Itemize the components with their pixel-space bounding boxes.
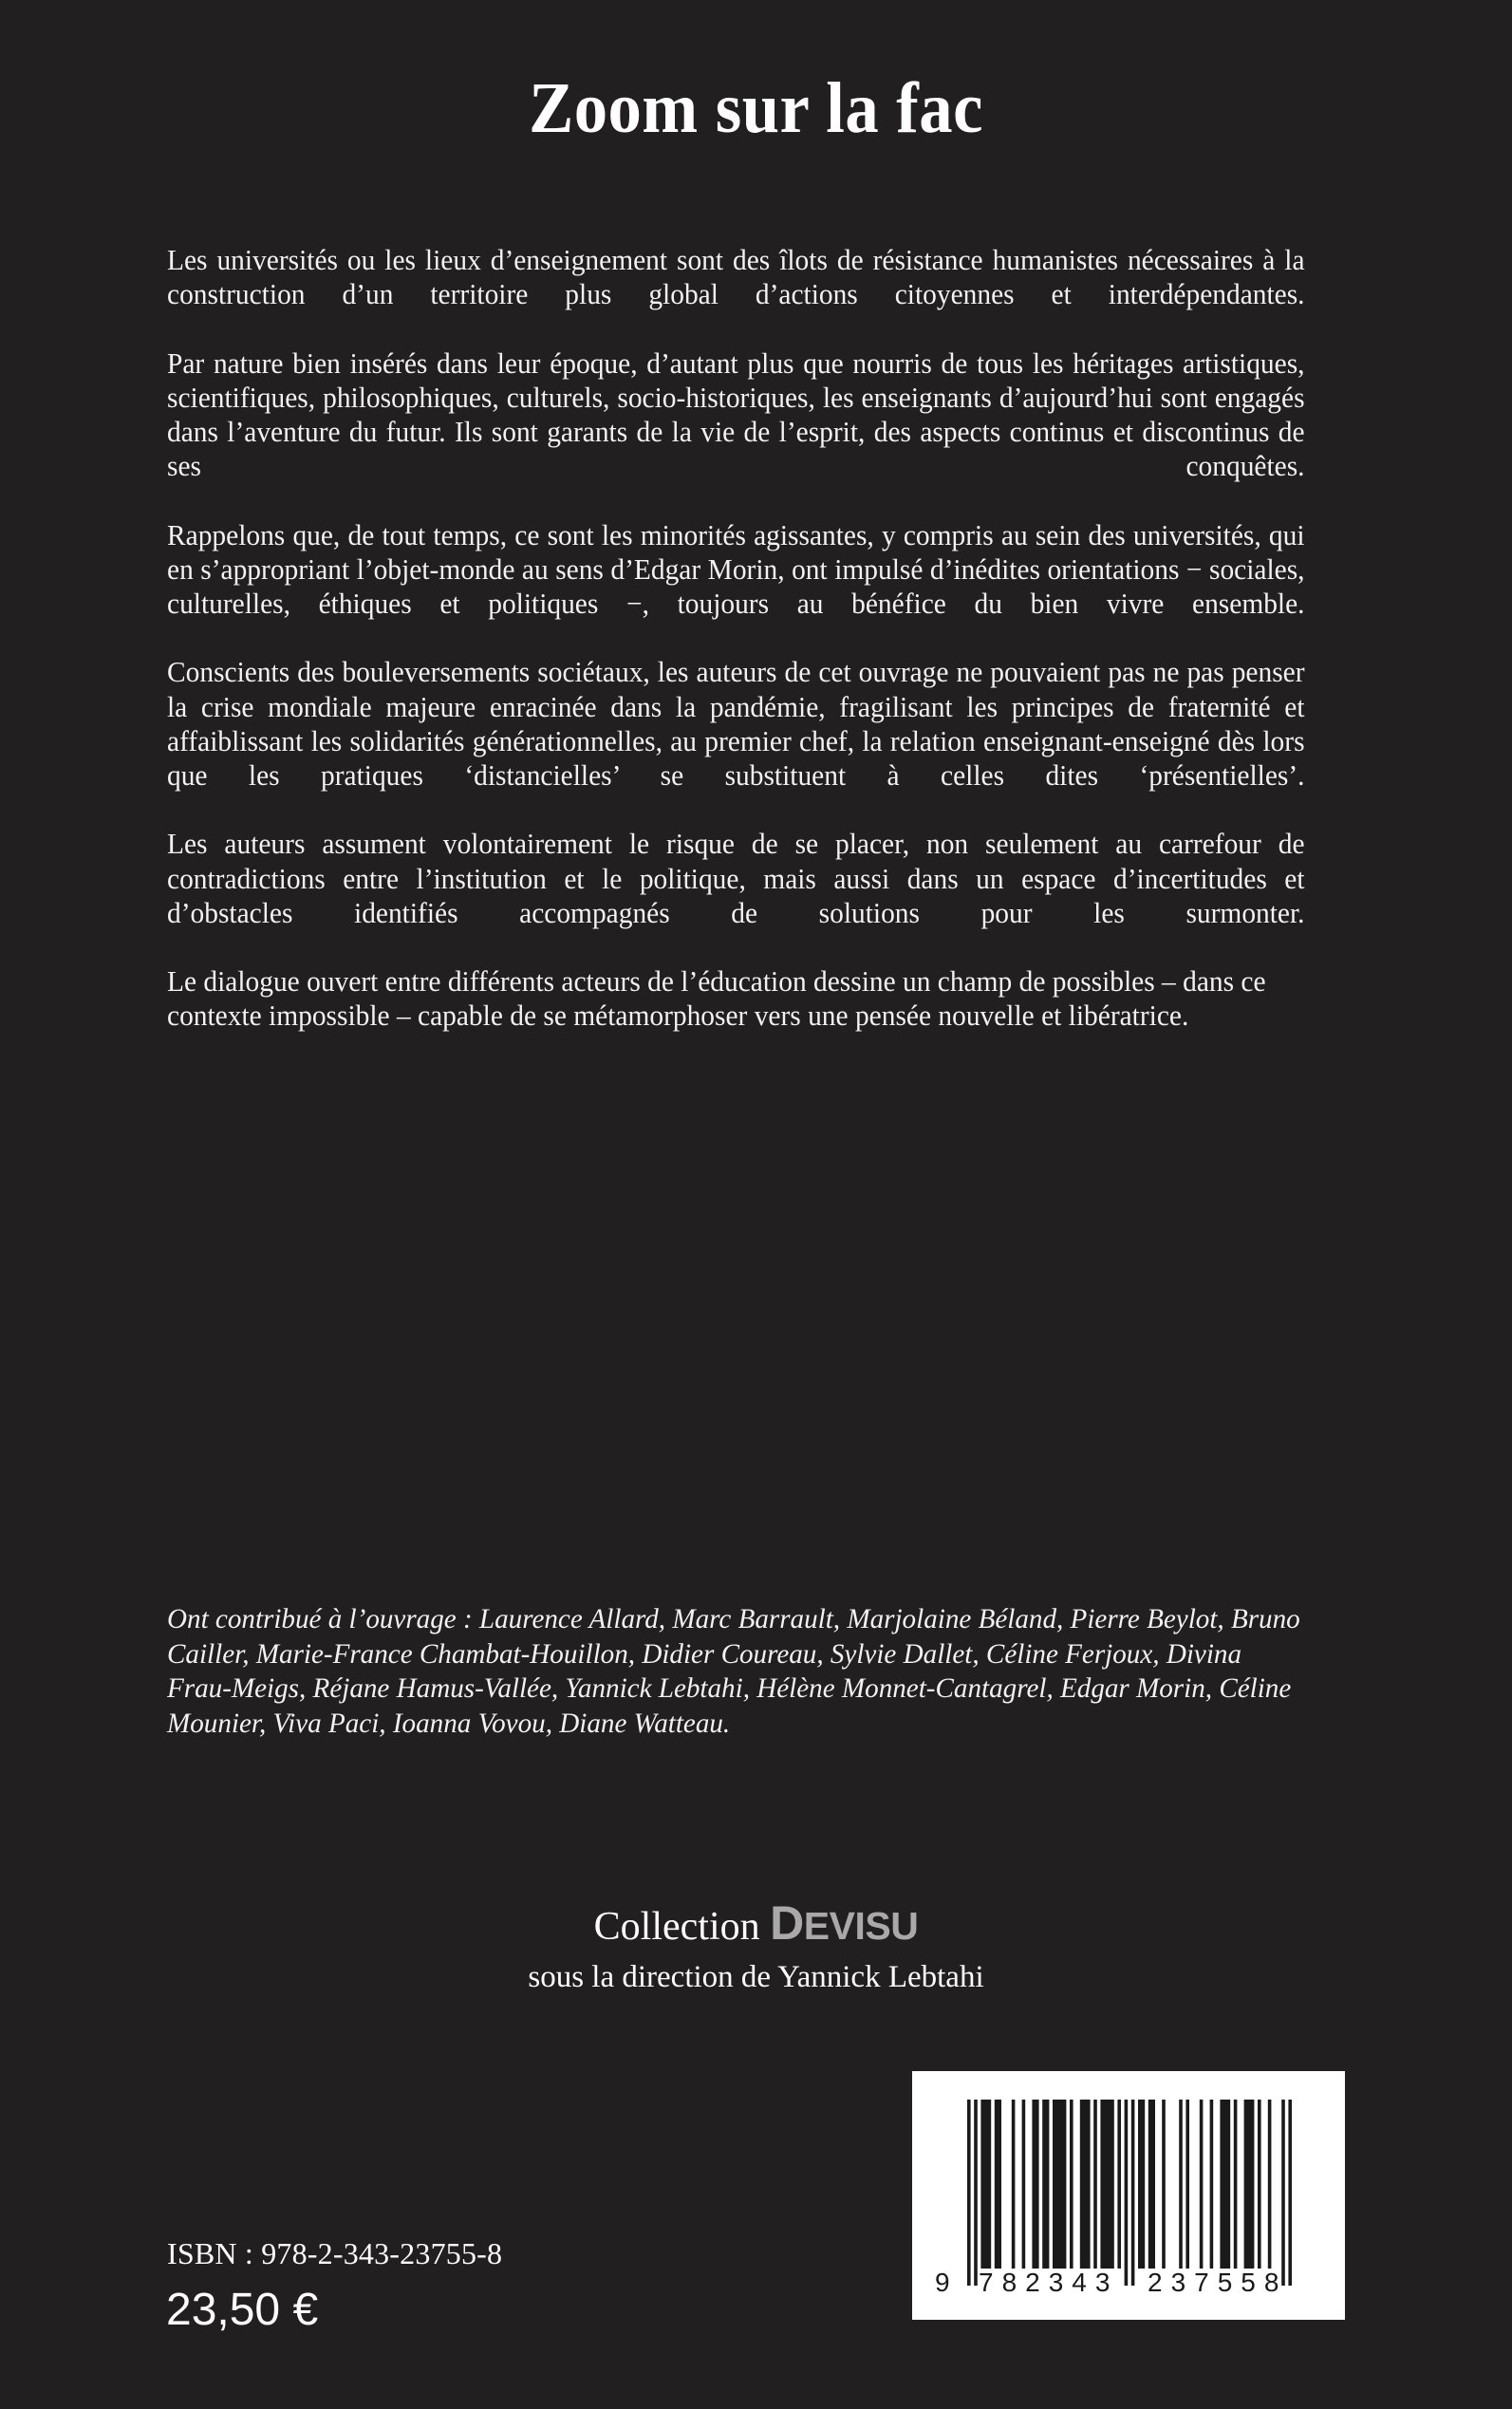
collection-title-line xyxy=(0,1898,1512,1951)
collection-brand xyxy=(770,1896,919,1950)
contributors-block xyxy=(167,1602,1311,1741)
blurb-paragraph: Conscients des bouleversements sociétaux, les auteurs de cet ouvrage ne pouvaient pas ne pas penser la crise mondiale majeure enracinée dans la pandémie, fragilisant les principes de fraternité et affaiblissant les solidarités générationnelles, au premier chef, la relation enseignant-enseigné dès lors que les pratiques ‘distancielles’ se substituent à celles dites ‘présentielles’. xyxy=(167,656,1305,793)
svg-text:237558: 237558 xyxy=(1148,2268,1288,2297)
page-title: Zoom sur la fac xyxy=(529,68,983,148)
svg-text:782343: 782343 xyxy=(979,2268,1119,2297)
collection-brand-rest: EVISU xyxy=(803,1904,919,1948)
barcode-graphic xyxy=(912,2071,1345,2320)
blurb-paragraph: Rappelons que, de tout temps, ce sont les minorités agissantes, y compris au sein des universités, qui en s’appropriant l’objet-monde au sens d’Edgar Morin, ont impulsé d’inédites orientations − sociales, culturelles, éthiques et politiques −, toujours au bénéfice du bien vivre ensemble. xyxy=(167,518,1305,621)
contributors-text: Ont contribué à l’ouvrage : Laurence Allard, Marc Barrault, Marjolaine Béland, Pierre Beylot, Bruno Cailler, Marie-France Chambat-Houillon, Didier Coureau, Sylvie Dallet, Céline Ferjoux, Divina Frau-Meigs, Réjane Hamus-Vallée, Yannick Lebtahi, Hélène Monnet-Cantagrel, Edgar Morin, Céline Mounier, Viva Paci, Ioanna Vovou, Diane Watteau. xyxy=(167,1603,1300,1739)
blurb-paragraph: Par nature bien insérés dans leur époque, d’autant plus que nourris de tous les héritages artistiques, scientifiques, philosophiques, culturels, socio-historiques, les enseignants d’aujourd’hui sont engagés dans l’aventure du futur. Ils sont garants de la vie de l’esprit, des aspects continus et discontinus de ses conquêtes. xyxy=(167,346,1305,483)
blurb-paragraph: Le dialogue ouvert entre différents acteurs de l’éducation dessine un champ de possibles – dans ce contexte impossible – capable de se métamorphoser vers une pensée nouvelle et libératrice. xyxy=(167,965,1266,1033)
barcode-svg xyxy=(924,2090,1334,2301)
svg-text:9: 9 xyxy=(935,2268,950,2297)
collection-brand-initial: D xyxy=(770,1896,804,1950)
blurb-text xyxy=(167,243,1305,1034)
collection-block xyxy=(0,1898,1512,1997)
blurb-paragraph: Les universités ou les lieux d’enseignement sont des îlots de résistance humanistes nécessaires à la construction d’un territoire plus global d’actions citoyennes et interdépendantes. xyxy=(167,244,1305,311)
barcode xyxy=(912,2071,1345,2320)
collection-label: Collection xyxy=(593,1905,760,1949)
blurb-paragraph: Les auteurs assument volontairement le risque de se placer, non seulement au carrefour de contradictions entre l’institution et le politique, mais aussi dans un espace d’incertitudes et d’obstacles identifiés accompagnés de solutions pour les surmonter. xyxy=(167,828,1305,929)
collection-editor-line: sous la direction de Yannick Lebtahi xyxy=(528,1960,984,1994)
price-text: 23,50 € xyxy=(166,2285,319,2335)
isbn-text: ISBN : 978-2-343-23755-8 xyxy=(167,2236,503,2270)
